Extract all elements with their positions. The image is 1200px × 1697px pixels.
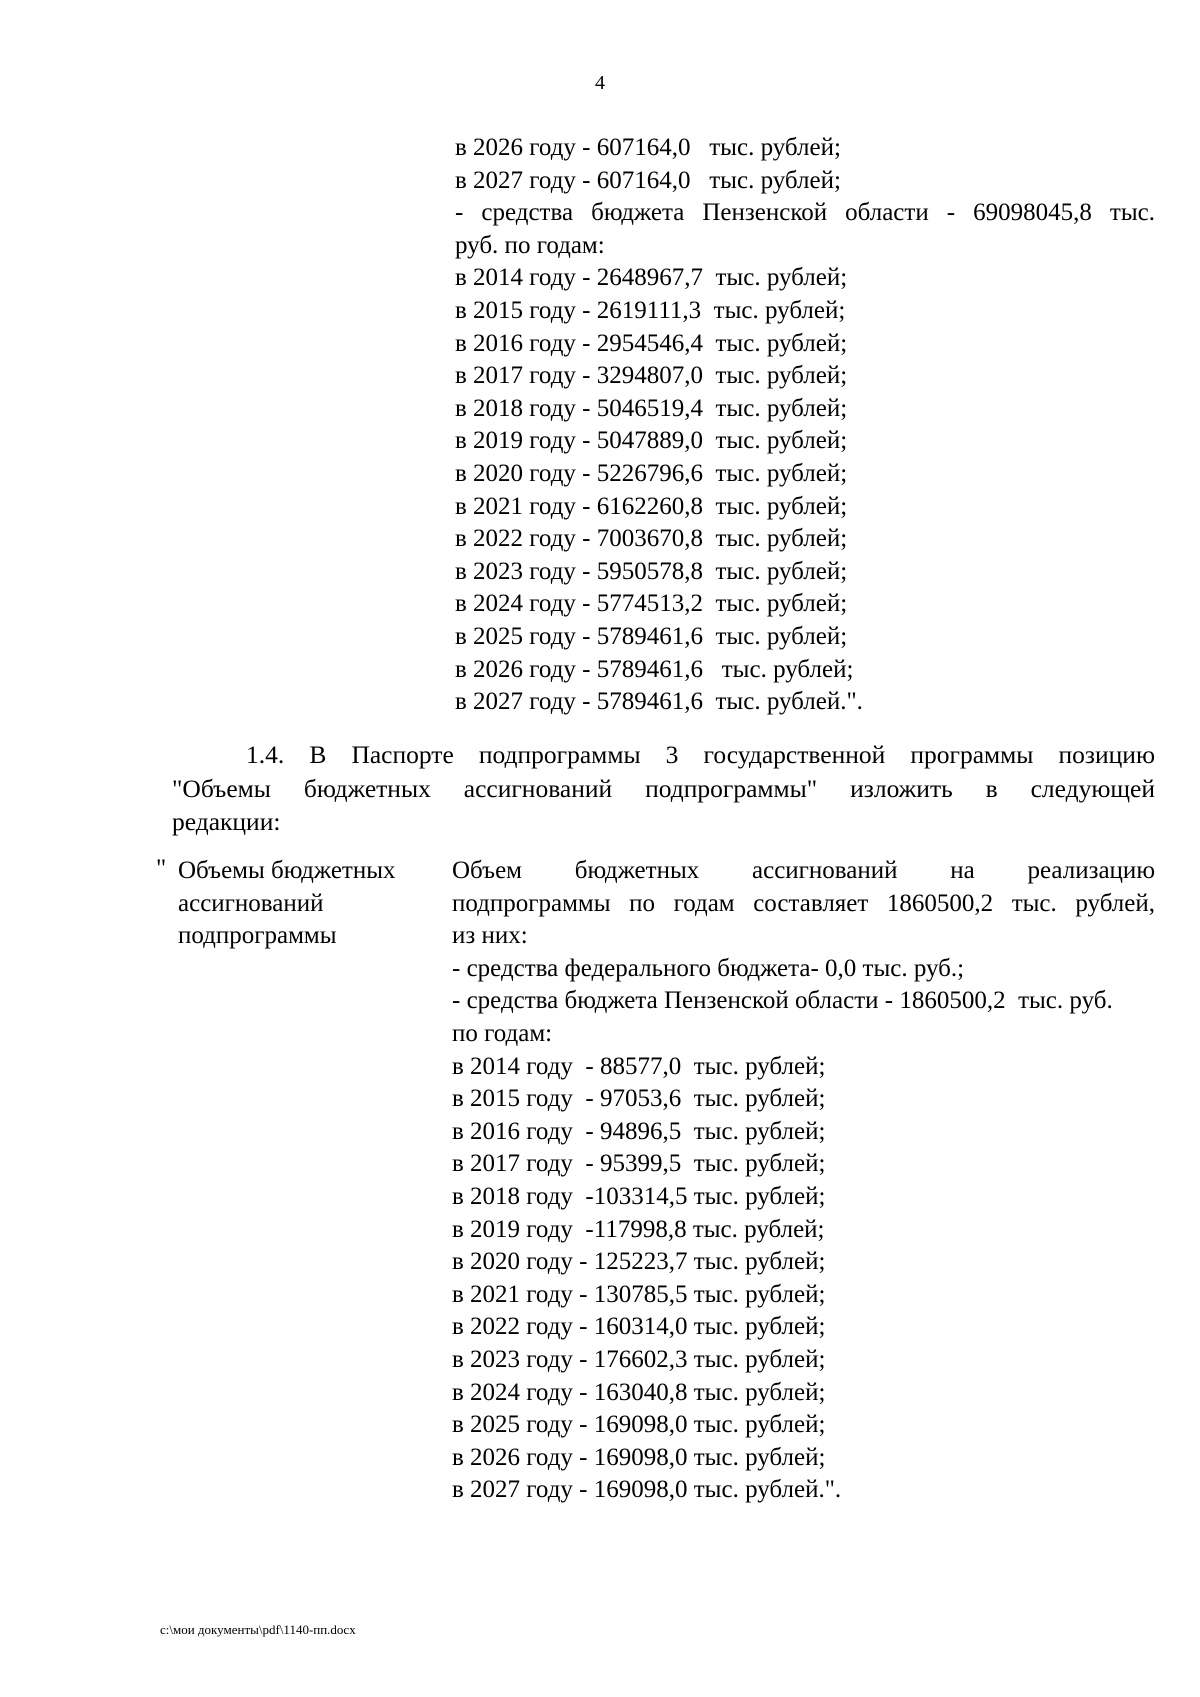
year-line: в 2025 году - 5789461,6 тыс. рублей;	[455, 622, 848, 650]
year-line: в 2016 году - 94896,5 тыс. рублей;	[452, 1117, 826, 1145]
year-line: в 2025 году - 169098,0 тыс. рублей;	[452, 1411, 826, 1439]
label-line: ассигнований	[178, 889, 324, 917]
year-line: в 2015 году - 2619111,3 тыс. рублей;	[455, 296, 846, 324]
year-line: в 2019 году -117998,8 тыс. рублей;	[452, 1215, 825, 1243]
year-line: в 2016 году - 2954546,4 тыс. рублей;	[455, 329, 848, 357]
year-line: в 2019 году - 5047889,0 тыс. рублей;	[455, 427, 848, 455]
year-line: в 2014 году - 2648967,7 тыс. рублей;	[455, 264, 848, 292]
paragraph-line: редакции:	[172, 807, 281, 836]
year-line: в 2024 году - 5774513,2 тыс. рублей;	[455, 590, 848, 618]
intro-line: из них:	[452, 922, 528, 950]
year-line: в 2023 году - 176602,3 тыс. рублей;	[452, 1345, 826, 1373]
table-label-cell	[156, 855, 454, 953]
label-line: подпрограммы	[178, 922, 337, 950]
paragraph-line: 1.4. В Паспорте подпрограммы 3 государственной программы позицию	[246, 740, 1155, 769]
year-line: в 2018 году -103314,5 тыс. рублей;	[452, 1182, 826, 1210]
year-line: в 2022 году - 160314,0 тыс. рублей;	[452, 1313, 826, 1341]
amendment-paragraph	[172, 738, 1155, 839]
regional-budget-line: по годам:	[452, 1019, 553, 1047]
table-value-cell	[452, 855, 1155, 1507]
page-number: 4	[595, 72, 605, 94]
year-line: в 2027 году - 5789461,6 тыс. рублей.".	[455, 688, 863, 716]
year-line: в 2018 году - 5046519,4 тыс. рублей;	[455, 394, 848, 422]
year-line: в 2014 году - 88577,0 тыс. рублей;	[452, 1052, 826, 1080]
year-line: в 2017 году - 95399,5 тыс. рублей;	[452, 1150, 826, 1178]
year-line: в 2027 году - 169098,0 тыс. рублей.".	[452, 1476, 842, 1504]
year-line: в 2021 году - 6162260,8 тыс. рублей;	[455, 492, 848, 520]
funding-line: в 2027 году - 607164,0 тыс. рублей;	[455, 166, 841, 194]
file-path-footer: c:\мои документы\pdf\1140-пп.docx	[160, 1622, 356, 1637]
year-line: в 2024 году - 163040,8 тыс. рублей;	[452, 1378, 826, 1406]
year-line: в 2015 году - 97053,6 тыс. рублей;	[452, 1085, 826, 1113]
year-line: в 2023 году - 5950578,8 тыс. рублей;	[455, 557, 848, 585]
intro-line: Объем бюджетных ассигнований на реализацию	[452, 857, 1155, 884]
intro-line: подпрограммы по годам составляет 1860500,2 тыс. рублей,	[452, 889, 1155, 917]
year-line: в 2017 году - 3294807,0 тыс. рублей;	[455, 362, 848, 390]
year-line: в 2020 году - 5226796,6 тыс. рублей;	[455, 459, 848, 487]
federal-budget-line: - средства федерального бюджета- 0,0 тыс. руб.;	[452, 954, 965, 982]
label-line: Объемы бюджетных	[178, 857, 396, 884]
year-line: в 2022 году - 7003670,8 тыс. рублей;	[455, 525, 848, 553]
open-quote: "	[156, 855, 167, 882]
year-line: в 2020 году - 125223,7 тыс. рублей;	[452, 1248, 826, 1276]
year-line: в 2026 году - 169098,0 тыс. рублей;	[452, 1443, 826, 1471]
regional-budget-line: руб. по годам:	[455, 231, 605, 259]
funding-line: в 2026 году - 607164,0 тыс. рублей;	[455, 134, 841, 161]
paragraph-line: "Объемы бюджетных ассигнований подпрограммы" изложить в следующей	[172, 773, 1155, 803]
year-line: в 2021 году - 130785,5 тыс. рублей;	[452, 1280, 826, 1308]
funding-continuation	[455, 132, 1155, 719]
year-line: в 2026 году - 5789461,6 тыс. рублей;	[455, 655, 854, 683]
regional-budget-line: - средства бюджета Пензенской области - 69098045,8 тыс.	[455, 199, 1155, 227]
regional-budget-line: - средства бюджета Пензенской области - 1860500,2 тыс. руб.	[452, 987, 1113, 1015]
